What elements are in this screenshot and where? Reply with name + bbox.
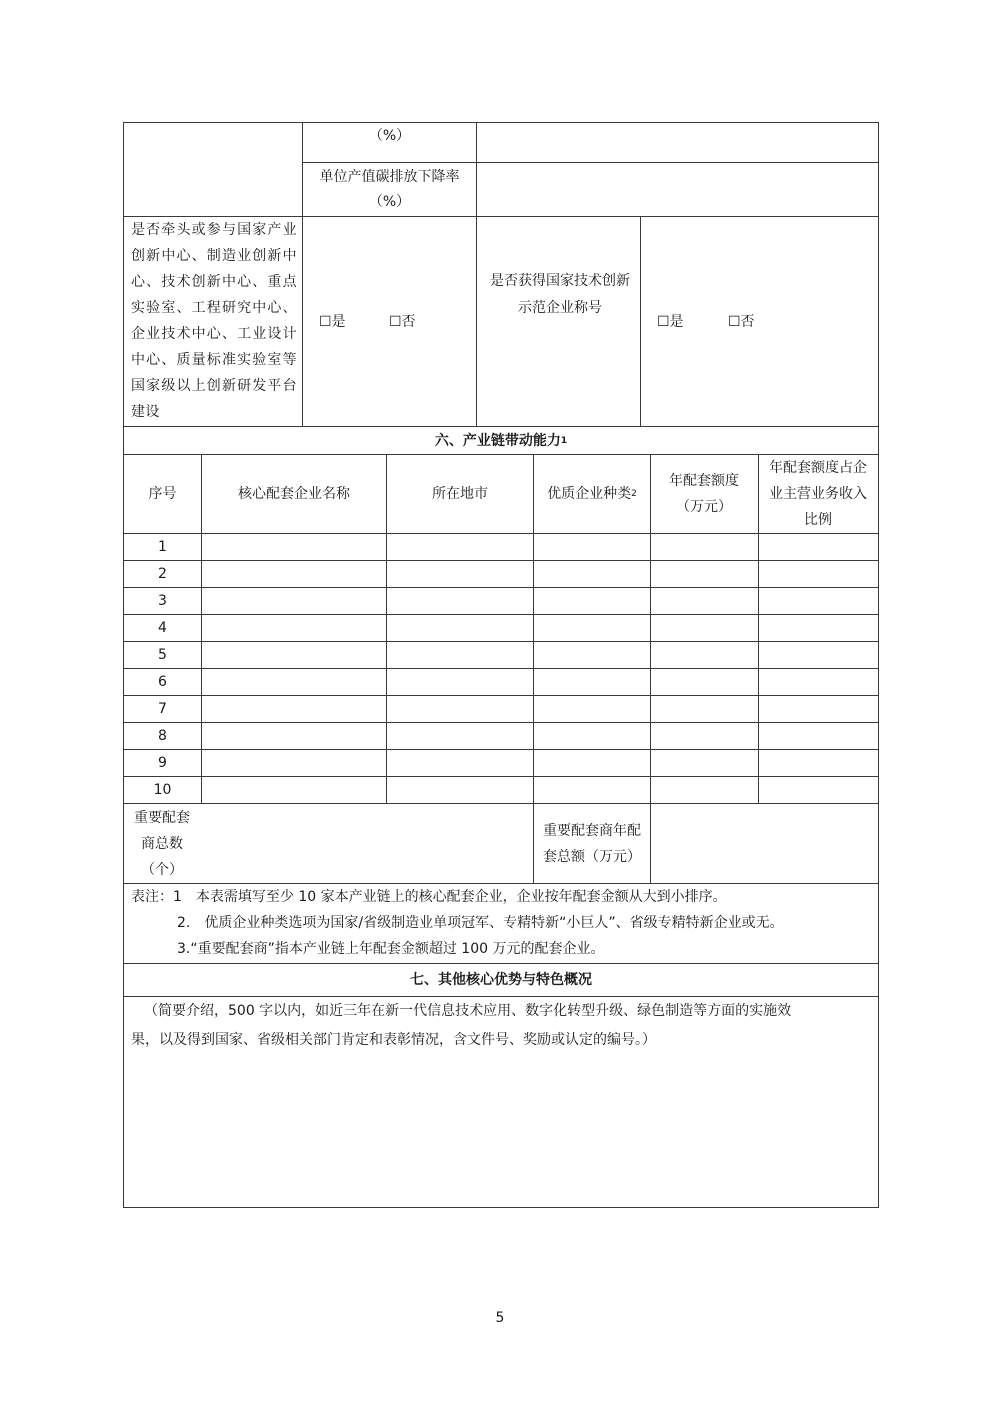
note-3: 3.“重要配套商”指本产业链上年配套金额超过 100 万元的配套企业。 (177, 941, 605, 957)
table-row: 2 (158, 566, 167, 582)
pct-label-1: （%） (368, 128, 411, 144)
carbon-reduction-label: 单位产值碳排放下降率 (319, 169, 460, 185)
table-row: 7 (158, 701, 167, 717)
note-1: 表注：1 本表需填写至少 10 家本产业链上的核心配套企业，企业按年配套金额从大到小排序。 (131, 889, 727, 905)
table-row: 9 (158, 755, 167, 771)
note-2: 2. 优质企业种类选项为国家/省级制造业单项冠军、专精特新“小巨人”、省级专精特新企业或无。 (177, 915, 784, 931)
platform-no-checkbox[interactable]: ☐否 (389, 314, 416, 330)
demo-enterprise-question: 是否获得国家技术创新示范企业称号 (490, 273, 630, 316)
section7-description-line-2: 果，以及得到国家、省级相关部门肯定和表彰情况，含文件号、奖励或认定的编号。） (131, 1032, 656, 1048)
header-seq: 序号 (148, 486, 177, 502)
platform-question: 是否牵头或参与国家产业创新中心、制造业创新中心、技术创新中心、重点实验室、工程研究中心、企业技术中心、工业设计中心、质量标准实验室等国家级以上创新研发平台建设 (131, 222, 297, 420)
pct-label-2: （%） (368, 194, 411, 210)
header-enterprise-type: 优质企业种类 2 (547, 486, 637, 502)
table-row: 3 (158, 593, 167, 609)
platform-yes-checkbox[interactable]: ☐是 (319, 314, 346, 330)
section7-title: 七、其他核心优势与特色概况 (410, 972, 592, 988)
header-core-enterprise-name: 核心配套企业名称 (238, 486, 350, 502)
table-row: 1 (158, 539, 167, 555)
header-annual-amount: 年配套额度（万元） (669, 473, 739, 515)
header-city: 所在地市 (432, 486, 488, 502)
header-amount-ratio: 年配套额度占企业主营业务收入比例 (769, 460, 867, 528)
total-suppliers-amount-label: 重要配套商年配套总额（万元） (543, 822, 641, 865)
section6-title: 六、产业链带动能力 1 (434, 432, 568, 449)
page-number: 5 (495, 1310, 505, 1326)
table-row: 4 (158, 620, 167, 636)
demo-no-checkbox[interactable]: ☐否 (728, 314, 755, 330)
table-row: 5 (158, 647, 167, 663)
section7-description-line-1: （简要介绍，500 字以内，如近三年在新一代信息技术应用、数字化转型升级、绿色制造等方面的实施效 (144, 1003, 792, 1019)
table-row: 10 (153, 782, 172, 798)
table-row: 8 (158, 728, 167, 744)
table-row: 6 (158, 674, 167, 690)
demo-yes-checkbox[interactable]: ☐是 (657, 314, 684, 330)
total-suppliers-count-label: 重要配套商总数（个） (134, 809, 190, 878)
